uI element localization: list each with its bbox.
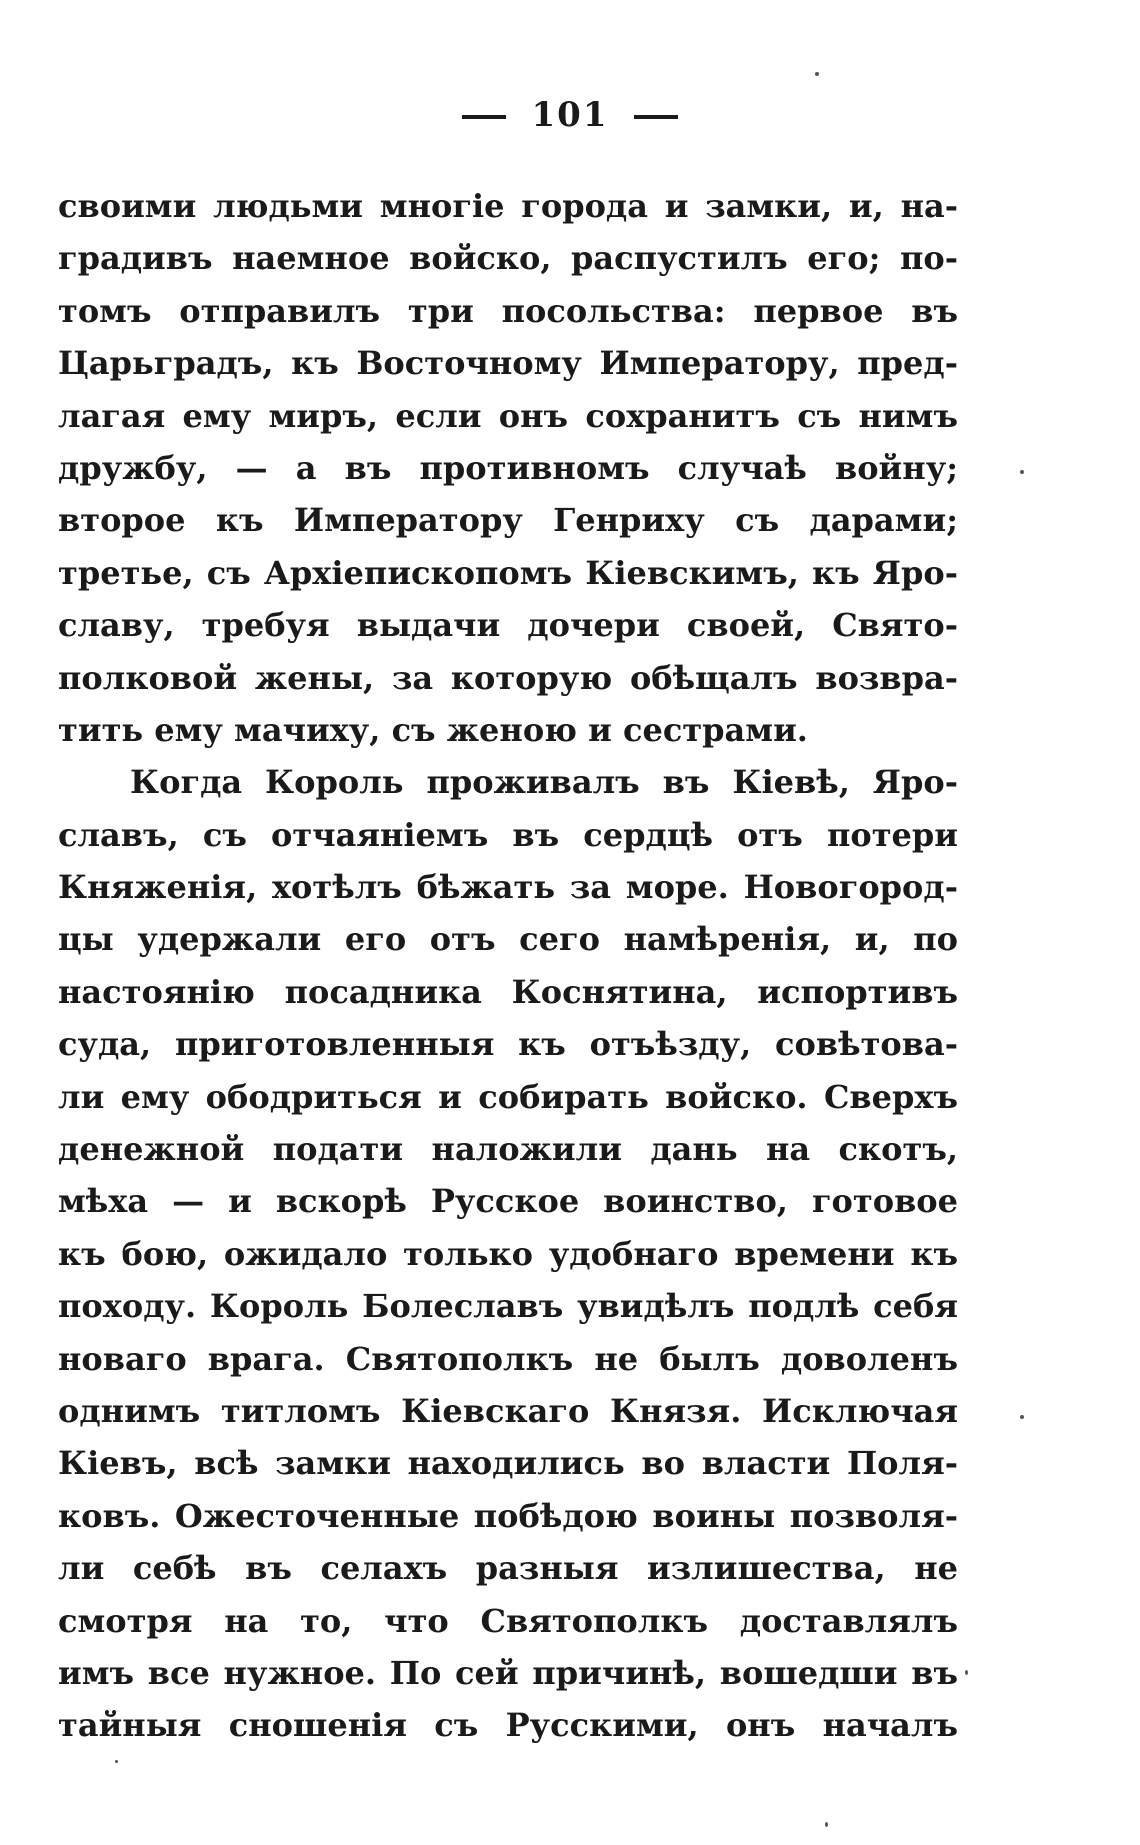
text-line: ли ему ободриться и собирать войско. Сверхъ — [58, 1077, 958, 1116]
text-line: однимъ титломъ Кіевскаго Князя. Исключая — [58, 1391, 958, 1430]
text-line: суда, приготовленныя къ отъѣзду, совѣтова- — [58, 1025, 958, 1064]
text-line: смотря на то, что Святополкъ доставлялъ — [58, 1601, 958, 1640]
text-line: походу. Король Болеславъ увидѣлъ подлѣ себя — [58, 1287, 958, 1326]
text-line: градивъ наемное войско, распустилъ его; по- — [58, 239, 958, 278]
text-line: своими людьми многіе города и замки, и, на- — [58, 187, 958, 225]
print-speck — [965, 1670, 968, 1675]
header-dash-right — [634, 115, 678, 119]
page-number: 101 — [531, 95, 609, 135]
text-line: новаго врага. Святополкъ не былъ доволенъ — [58, 1339, 958, 1378]
text-line: мѣха — и вскорѣ Русское воинство, готовое — [58, 1182, 958, 1221]
text-line: Кіевъ, всѣ замки находились во власти Поля- — [58, 1444, 958, 1483]
text-line: Когда Король проживалъ въ Кіевѣ, Яро- — [130, 763, 958, 802]
text-line: славу, требуя выдачи дочери своей, Свято- — [58, 606, 958, 645]
print-speck — [115, 1760, 118, 1763]
text-line: лагая ему миръ, если онъ сохранитъ съ нимъ — [58, 396, 958, 435]
text-line: цы удержали его отъ сего намѣренія, и, по — [58, 920, 958, 959]
text-line: полковой жены, за которую обѣщалъ возвра- — [58, 658, 958, 697]
print-speck — [1020, 470, 1024, 474]
text-line: дружбу, — а въ противномъ случаѣ войну; — [58, 448, 958, 487]
header-dash-left — [462, 115, 506, 119]
text-line: къ бою, ожидало только удобнаго времени къ — [58, 1234, 958, 1273]
text-line: денежной подати наложили дань на скотъ, — [58, 1130, 958, 1169]
text-line: Княженія, хотѣлъ бѣжать за море. Новогород- — [58, 868, 958, 907]
text-line: томъ отправилъ три посольства: первое въ — [58, 291, 958, 330]
text-line: имъ все нужное. По сей причинѣ, вошедши въ — [58, 1653, 958, 1692]
text-line: настоянію посадника Коснятина, испортивъ — [58, 972, 958, 1011]
print-speck — [815, 72, 819, 76]
print-speck — [825, 1822, 828, 1827]
text-line: ли себѣ въ селахъ разныя излишества, не — [58, 1549, 958, 1588]
print-speck — [1020, 1415, 1024, 1419]
text-line: ковъ. Ожесточенные побѣдою воины позволя- — [58, 1496, 958, 1535]
text-line: славъ, съ отчаяніемъ въ сердцѣ отъ потери — [58, 815, 958, 854]
text-line: третье, съ Архіепископомъ Кіевскимъ, къ Яро- — [58, 553, 958, 592]
text-line: тайныя сношенія съ Русскими, онъ началъ — [58, 1706, 958, 1745]
body-text — [58, 180, 958, 1752]
page-header — [0, 95, 1140, 135]
text-line: Царьградъ, къ Восточному Императору, пред- — [58, 344, 958, 383]
text-line: второе къ Императору Генриху съ дарами; — [58, 501, 958, 540]
text-line: тить ему мачиху, съ женою и сестрами. — [58, 710, 808, 749]
